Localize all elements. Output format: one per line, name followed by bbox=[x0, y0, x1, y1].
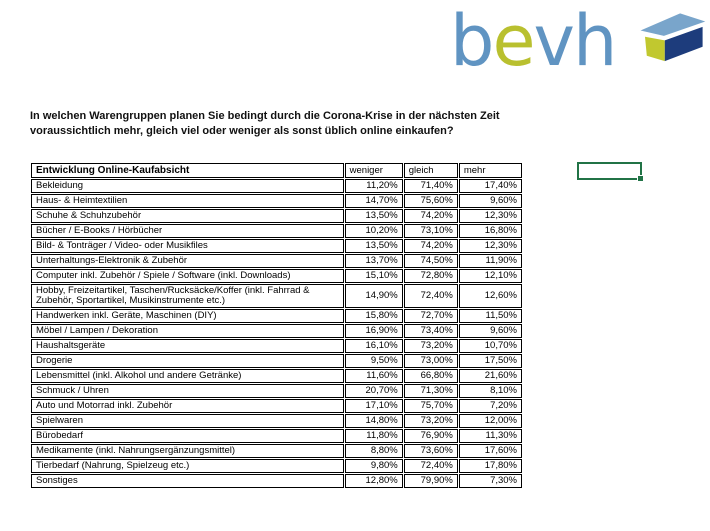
mehr-cell: 16,80% bbox=[459, 224, 522, 238]
gleich-cell: 72,70% bbox=[404, 309, 458, 323]
gleich-cell: 73,20% bbox=[404, 339, 458, 353]
table-row bbox=[31, 429, 522, 443]
weniger-cell: 14,90% bbox=[345, 284, 403, 308]
weniger-cell: 16,90% bbox=[345, 324, 403, 338]
mehr-cell: 17,60% bbox=[459, 444, 522, 458]
mehr-cell: 12,30% bbox=[459, 209, 522, 223]
logo-letter-b: b bbox=[450, 0, 493, 82]
gleich-cell: 74,50% bbox=[404, 254, 458, 268]
results-table-body bbox=[31, 179, 522, 488]
weniger-cell: 9,80% bbox=[345, 459, 403, 473]
table-row bbox=[31, 254, 522, 268]
table-row bbox=[31, 459, 522, 473]
category-cell: Haushaltsgeräte bbox=[31, 339, 344, 353]
table-row bbox=[31, 309, 522, 323]
gleich-cell: 72,80% bbox=[404, 269, 458, 283]
weniger-cell: 15,10% bbox=[345, 269, 403, 283]
table-row bbox=[31, 224, 522, 238]
category-cell: Sonstiges bbox=[31, 474, 344, 488]
gleich-cell: 66,80% bbox=[404, 369, 458, 383]
mehr-cell: 8,10% bbox=[459, 384, 522, 398]
table-row bbox=[31, 179, 522, 193]
table-row bbox=[31, 414, 522, 428]
table-header-row bbox=[31, 163, 522, 178]
table-row bbox=[31, 284, 522, 308]
logo-letter-e: e bbox=[492, 0, 534, 82]
weniger-cell: 20,70% bbox=[345, 384, 403, 398]
gleich-cell: 73,60% bbox=[404, 444, 458, 458]
gleich-cell: 72,40% bbox=[404, 459, 458, 473]
weniger-cell: 14,70% bbox=[345, 194, 403, 208]
mehr-cell: 12,10% bbox=[459, 269, 522, 283]
weniger-cell: 11,20% bbox=[345, 179, 403, 193]
table-row bbox=[31, 339, 522, 353]
table-row bbox=[31, 194, 522, 208]
mehr-cell: 11,30% bbox=[459, 429, 522, 443]
gleich-cell: 74,20% bbox=[404, 209, 458, 223]
mehr-cell: 21,60% bbox=[459, 369, 522, 383]
survey-question-line2: voraussichtlich mehr, gleich viel oder weniger als sonst üblich online einkaufen? bbox=[30, 125, 454, 137]
table-row bbox=[31, 399, 522, 413]
category-cell: Bekleidung bbox=[31, 179, 344, 193]
mehr-cell: 12,60% bbox=[459, 284, 522, 308]
table-row bbox=[31, 384, 522, 398]
table-row bbox=[31, 239, 522, 253]
mehr-cell: 7,30% bbox=[459, 474, 522, 488]
gleich-cell: 76,90% bbox=[404, 429, 458, 443]
table-row bbox=[31, 324, 522, 338]
col-header-weniger: weniger bbox=[345, 163, 403, 178]
category-cell: Unterhaltungs-Elektronik & Zubehör bbox=[31, 254, 344, 268]
category-cell: Auto und Motorrad inkl. Zubehör bbox=[31, 399, 344, 413]
weniger-cell: 12,80% bbox=[345, 474, 403, 488]
bevh-cube-icon bbox=[636, 6, 708, 64]
weniger-cell: 13,50% bbox=[345, 239, 403, 253]
table-row bbox=[31, 444, 522, 458]
category-cell: Tierbedarf (Nahrung, Spielzeug etc.) bbox=[31, 459, 344, 473]
category-cell: Haus- & Heimtextilien bbox=[31, 194, 344, 208]
gleich-cell: 75,70% bbox=[404, 399, 458, 413]
fill-handle[interactable] bbox=[637, 175, 644, 182]
weniger-cell: 13,70% bbox=[345, 254, 403, 268]
table-row bbox=[31, 474, 522, 488]
mehr-cell: 10,70% bbox=[459, 339, 522, 353]
category-cell: Drogerie bbox=[31, 354, 344, 368]
col-header-category: Entwicklung Online-Kaufabsicht bbox=[31, 163, 344, 178]
mehr-cell: 7,20% bbox=[459, 399, 522, 413]
mehr-cell: 17,40% bbox=[459, 179, 522, 193]
table-row bbox=[31, 369, 522, 383]
weniger-cell: 17,10% bbox=[345, 399, 403, 413]
gleich-cell: 74,20% bbox=[404, 239, 458, 253]
mehr-cell: 12,30% bbox=[459, 239, 522, 253]
gleich-cell: 72,40% bbox=[404, 284, 458, 308]
gleich-cell: 73,40% bbox=[404, 324, 458, 338]
bevh-logo-text bbox=[450, 0, 616, 82]
category-cell: Schmuck / Uhren bbox=[31, 384, 344, 398]
mehr-cell: 17,80% bbox=[459, 459, 522, 473]
gleich-cell: 75,60% bbox=[404, 194, 458, 208]
category-cell: Handwerken inkl. Geräte, Maschinen (DIY) bbox=[31, 309, 344, 323]
category-cell: Bürobedarf bbox=[31, 429, 344, 443]
weniger-cell: 15,80% bbox=[345, 309, 403, 323]
gleich-cell: 73,00% bbox=[404, 354, 458, 368]
survey-question-line1: In welchen Warengruppen planen Sie bedingt durch die Corona-Krise in der nächsten Zeit bbox=[30, 110, 500, 122]
gleich-cell: 73,10% bbox=[404, 224, 458, 238]
category-cell: Computer inkl. Zubehör / Spiele / Software (inkl. Downloads) bbox=[31, 269, 344, 283]
mehr-cell: 17,50% bbox=[459, 354, 522, 368]
logo-letters-vh: vh bbox=[533, 0, 616, 82]
category-cell: Hobby, Freizeitartikel, Taschen/Rucksäcke/Koffer (inkl. Fahrrad & Zubehör, Sportartikel, Musikinstrumente etc.) bbox=[31, 284, 344, 308]
category-cell: Medikamente (inkl. Nahrungsergänzungsmittel) bbox=[31, 444, 344, 458]
survey-question bbox=[30, 109, 590, 139]
results-table bbox=[30, 162, 523, 489]
col-header-gleich: gleich bbox=[404, 163, 458, 178]
gleich-cell: 79,90% bbox=[404, 474, 458, 488]
weniger-cell: 13,50% bbox=[345, 209, 403, 223]
weniger-cell: 10,20% bbox=[345, 224, 403, 238]
weniger-cell: 14,80% bbox=[345, 414, 403, 428]
mehr-cell: 11,90% bbox=[459, 254, 522, 268]
category-cell: Bücher / E-Books / Hörbücher bbox=[31, 224, 344, 238]
table-row bbox=[31, 354, 522, 368]
mehr-cell: 9,60% bbox=[459, 324, 522, 338]
gleich-cell: 71,40% bbox=[404, 179, 458, 193]
mehr-cell: 11,50% bbox=[459, 309, 522, 323]
category-cell: Schuhe & Schuhzubehör bbox=[31, 209, 344, 223]
weniger-cell: 11,80% bbox=[345, 429, 403, 443]
weniger-cell: 9,50% bbox=[345, 354, 403, 368]
category-cell: Bild- & Tonträger / Video- oder Musikfiles bbox=[31, 239, 344, 253]
excel-selected-cell[interactable] bbox=[577, 162, 642, 180]
gleich-cell: 73,20% bbox=[404, 414, 458, 428]
table-row bbox=[31, 269, 522, 283]
weniger-cell: 8,80% bbox=[345, 444, 403, 458]
bevh-logo bbox=[450, 0, 710, 84]
weniger-cell: 16,10% bbox=[345, 339, 403, 353]
category-cell: Spielwaren bbox=[31, 414, 344, 428]
category-cell: Lebensmittel (inkl. Alkohol und andere Getränke) bbox=[31, 369, 344, 383]
weniger-cell: 11,60% bbox=[345, 369, 403, 383]
table-row bbox=[31, 209, 522, 223]
mehr-cell: 12,00% bbox=[459, 414, 522, 428]
gleich-cell: 71,30% bbox=[404, 384, 458, 398]
category-cell: Möbel / Lampen / Dekoration bbox=[31, 324, 344, 338]
mehr-cell: 9,60% bbox=[459, 194, 522, 208]
col-header-mehr: mehr bbox=[459, 163, 522, 178]
